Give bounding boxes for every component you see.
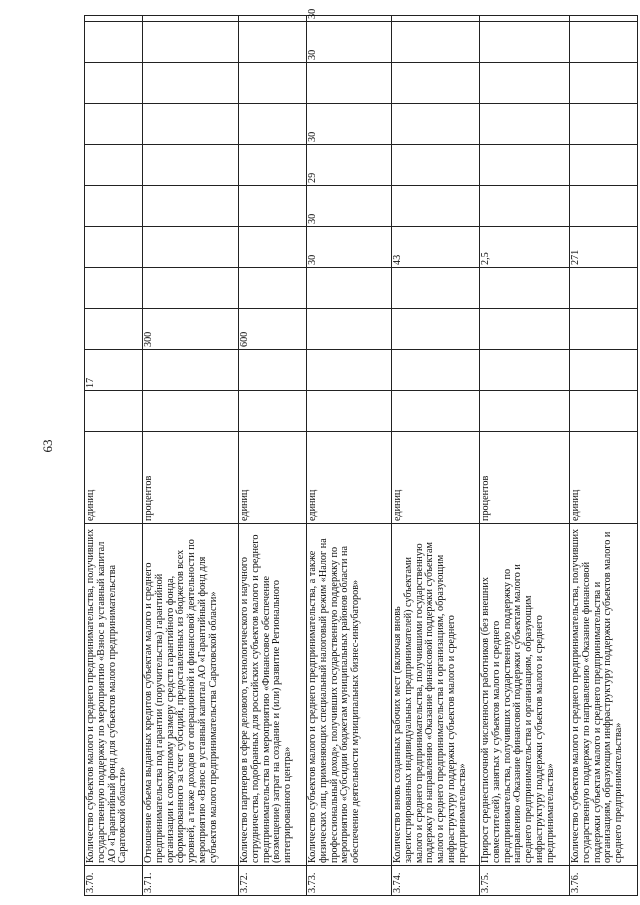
value-cell bbox=[143, 268, 239, 309]
value-cell: 2,5 bbox=[480, 227, 570, 268]
value-cell bbox=[85, 391, 143, 432]
unit-cell: процентов bbox=[143, 432, 239, 524]
value-cell bbox=[570, 391, 638, 432]
value-cell bbox=[239, 227, 307, 268]
row-number-cell: 3.75. bbox=[480, 866, 570, 896]
value-cell bbox=[392, 268, 480, 309]
value-cell bbox=[307, 391, 392, 432]
value-cell bbox=[570, 22, 638, 63]
value-cell bbox=[239, 16, 307, 22]
value-cell bbox=[392, 63, 480, 104]
value-cell bbox=[239, 186, 307, 227]
value-cell bbox=[307, 268, 392, 309]
value-cell bbox=[570, 104, 638, 145]
value-cell bbox=[480, 391, 570, 432]
value-cell bbox=[570, 350, 638, 391]
value-cell bbox=[392, 309, 480, 350]
value-cell bbox=[143, 145, 239, 186]
row-number-cell: 3.76. bbox=[570, 866, 638, 896]
value-cell bbox=[392, 22, 480, 63]
value-cell bbox=[85, 16, 143, 22]
indicator-description-cell: Количество субъектов малого и среднего предпринимательства, получивших государственную поддержку по направлению «Оказание финансовой поддержки субъектам малого и среднего предпринимательства и организациям, образующим инфраструктуру поддержки субъектов малого и среднего предпринимательства» bbox=[570, 524, 638, 866]
indicator-description-cell: Прирост среднесписочной численности работников (без внешних совместителей), занятых у субъектов малого и среднего предпринимательства, получивших государственную поддержку по направлению «Оказание финансовой поддержки субъектам малого и среднего предпринимательства и организациям, образующим инфраструктуру поддержки субъектов малого и среднего предпринимательства» bbox=[480, 524, 570, 866]
value-cell bbox=[85, 309, 143, 350]
row-number-cell: 3.71. bbox=[143, 866, 239, 896]
value-cell bbox=[480, 104, 570, 145]
value-cell bbox=[239, 22, 307, 63]
value-cell bbox=[570, 268, 638, 309]
page-number: 63 bbox=[40, 439, 55, 453]
value-cell bbox=[143, 350, 239, 391]
value-cell bbox=[392, 186, 480, 227]
value-cell: 271 bbox=[570, 227, 638, 268]
table-row bbox=[392, 16, 480, 896]
value-cell bbox=[480, 309, 570, 350]
indicator-description-cell: Количество субъектов малого и среднего предпринимательства, а также физических лиц, применяющих специальный налоговый режим «Налог на профессиональный доход», получивших государственную поддержку по мероприятию «Субсидии бюджетам муниципальных районов области на обеспечение деятельности муниципальных бизнес-инкубаторов» bbox=[307, 524, 392, 866]
table-row bbox=[143, 16, 239, 896]
value-cell bbox=[239, 145, 307, 186]
value-cell bbox=[239, 63, 307, 104]
value-cell bbox=[480, 22, 570, 63]
value-cell bbox=[307, 63, 392, 104]
row-number-cell: 3.70. bbox=[85, 866, 143, 896]
unit-cell: единиц bbox=[392, 432, 480, 524]
value-cell bbox=[239, 391, 307, 432]
value-cell bbox=[143, 227, 239, 268]
value-cell bbox=[570, 309, 638, 350]
value-cell: 300 bbox=[143, 309, 239, 350]
value-cell: 30 bbox=[307, 22, 392, 63]
value-cell bbox=[392, 145, 480, 186]
value-cell bbox=[143, 186, 239, 227]
indicator-description-cell: Количество вновь созданных рабочих мест (включая вновь зарегистрированных индивидуальных предпринимателей) субъектами малого и среднего предпринимательства, получившими государственную поддержку по направлению «Оказание финансовой поддержки субъектам малого и среднего предпринимательства и организациям, образующим инфраструктуру поддержки субъектов малого и среднего предпринимательства» bbox=[392, 524, 480, 866]
value-cell bbox=[392, 391, 480, 432]
value-cell bbox=[480, 145, 570, 186]
value-cell bbox=[480, 268, 570, 309]
value-cell bbox=[239, 350, 307, 391]
value-cell: 600 bbox=[239, 309, 307, 350]
value-cell bbox=[480, 350, 570, 391]
indicators-table bbox=[84, 8, 638, 896]
value-cell: 30 bbox=[307, 186, 392, 227]
value-cell bbox=[480, 186, 570, 227]
value-cell bbox=[143, 104, 239, 145]
value-cell bbox=[480, 63, 570, 104]
value-cell bbox=[85, 186, 143, 227]
unit-cell: единиц bbox=[307, 432, 392, 524]
rotated-table-sheet bbox=[84, 8, 637, 896]
table-row bbox=[85, 16, 143, 896]
value-cell bbox=[85, 104, 143, 145]
value-cell: 29 bbox=[307, 145, 392, 186]
unit-cell: единиц bbox=[239, 432, 307, 524]
value-cell bbox=[480, 16, 570, 22]
indicator-description-cell: Отношение объема выданных кредитов субъектам малого и среднего предпринимательства под гарантии (поручительства) гарантийной организации к совокупному размеру средств гарантийного фонда, сформированного за счет субсидий, предоставленных из бюджетов всех уровней, а также доходов от операционной и финансовой деятельности по мероприятию «Взнос в уставный капитал АО «Гарантийный фонд для субъектов малого предпринимательства Саратовской области» bbox=[143, 524, 239, 866]
value-cell bbox=[239, 268, 307, 309]
value-cell: 17 bbox=[85, 350, 143, 391]
value-cell bbox=[143, 22, 239, 63]
indicator-description-cell: Количество партнеров в сфере делового, технологического и научного сотрудничества, подобранных для российских субъектов малого и среднего предпринимательства по мероприятию «Финансовое обеспечение (возмещение) затрат на создание и (или) развитие Регионального интегрированного центра» bbox=[239, 524, 307, 866]
value-cell: 43 bbox=[392, 227, 480, 268]
value-cell bbox=[85, 268, 143, 309]
value-cell bbox=[85, 63, 143, 104]
row-number-cell: 3.73. bbox=[307, 866, 392, 896]
value-cell bbox=[143, 391, 239, 432]
table-row bbox=[239, 16, 307, 896]
value-cell bbox=[570, 186, 638, 227]
value-cell: 30 bbox=[307, 104, 392, 145]
unit-cell: единиц bbox=[570, 432, 638, 524]
unit-cell: единиц bbox=[85, 432, 143, 524]
value-cell bbox=[392, 350, 480, 391]
row-number-cell: 3.74. bbox=[392, 866, 480, 896]
value-cell bbox=[85, 227, 143, 268]
value-cell bbox=[143, 63, 239, 104]
table-row bbox=[480, 16, 570, 896]
value-cell: 30 bbox=[307, 227, 392, 268]
value-cell: 30 bbox=[307, 16, 392, 22]
row-number-cell: 3.72. bbox=[239, 866, 307, 896]
value-cell bbox=[570, 63, 638, 104]
table-row bbox=[307, 16, 392, 896]
value-cell bbox=[85, 145, 143, 186]
indicator-description-cell: Количество субъектов малого и среднего предпринимательства, получивших государственную поддержку по мероприятию «Взнос в уставный капитал АО «Гарантийный фонд для субъектов малого предпринимательства Саратовской области» bbox=[85, 524, 143, 866]
table-row bbox=[570, 16, 638, 896]
value-cell bbox=[392, 104, 480, 145]
value-cell bbox=[239, 104, 307, 145]
value-cell bbox=[570, 145, 638, 186]
unit-cell: процентов bbox=[480, 432, 570, 524]
value-cell bbox=[85, 22, 143, 63]
value-cell bbox=[392, 16, 480, 22]
value-cell bbox=[307, 350, 392, 391]
value-cell bbox=[143, 16, 239, 22]
value-cell bbox=[570, 16, 638, 22]
value-cell bbox=[307, 309, 392, 350]
